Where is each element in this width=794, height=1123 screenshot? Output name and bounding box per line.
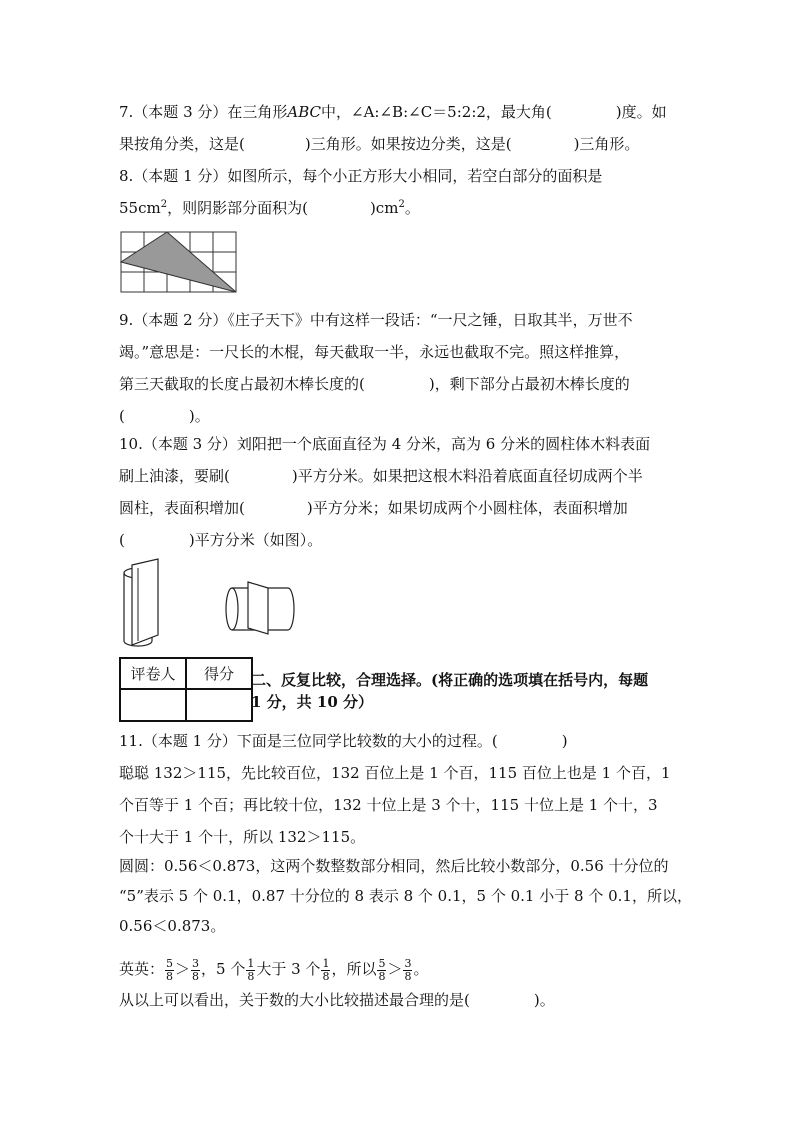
q9-line-1: 9.（本题 2 分）《庄子天下》中有这样一段话：“一尺之锤，日取其半，万世不 [119,311,633,329]
score-table [119,657,253,722]
reviewer-label: 评卷人 [120,658,186,689]
fraction: $\frac{1}{8}$ [247,956,255,983]
q11-line-1: 11.（本题 1 分）下面是三位同学比较数的大小的过程。( ) [119,732,568,750]
q11-yingying: 英英： $\frac{5}{8}$ ＞ $\frac{3}{8}$ ，5 个 $\frac{1}{8}$ 大于 3 个 $\frac{1}{8}$ ，所以 $\frac{5}{8}$ ＞ $\frac{3}{8}$ 。 [119,956,429,983]
fraction: $\frac{3}{8}$ [192,956,200,983]
fraction: $\frac{5}{8}$ [378,956,386,983]
score-cell[interactable] [186,689,252,721]
q11-yuanyuan-1: 圆圆：0.56＜0.873，这两个数整数部分相同，然后比较小数部分，0.56 十分位的 [119,857,669,875]
q9-line-2: 竭。”意思是：一尺长的木棍，每天截取一半，永远也截取不完。照这样推算， [119,343,630,361]
score-label: 得分 [186,658,252,689]
vertical-cut-cylinder-figure [118,557,170,653]
fraction: $\frac{3}{8}$ [404,956,412,983]
q11-yuanyuan-3: 0.56＜0.873。 [119,917,226,935]
reviewer-cell[interactable] [120,689,186,721]
grid-figure [120,231,238,294]
section-2-heading-line-2: 1 分，共 10 分） [251,693,373,711]
horizontal-cut-cylinder-figure [222,580,300,638]
q8-line-2: $55cm^2$，则阴影部分面积为( )$cm^2$。 [119,199,420,217]
q11-congcong-1: 聪聪 132＞115，先比较百位，132 百位上是 1 个百，115 百位上也是 1 个百，1 [119,764,671,782]
section-2-heading-line-1: 二、反复比较，合理选择。(将正确的选项填在括号内，每题 [251,671,649,689]
fraction: $\frac{5}{8}$ [166,956,174,983]
q10-line-4: ( )平方分米（如图）。 [119,531,323,549]
q11-congcong-2: 个百等于 1 个百；再比较十位，132 十位上是 3 个十，115 十位上是 1 个十，3 [119,796,658,814]
q9-line-4: ( )。 [119,407,210,425]
q10-line-3: 圆柱，表面积增加( )平方分米；如果切成两个小圆柱体，表面积增加 [119,499,628,517]
q11-congcong-3: 个十大于 1 个十，所以 132＞115。 [119,828,366,846]
q10-line-2: 刷上油漆，要刷( )平方分米。如果把这根木料沿着底面直径切成两个半 [119,467,643,485]
q11-last-line: 从以上可以看出，关于数的大小比较描述最合理的是( )。 [119,991,555,1009]
q11-yuanyuan-2: “5”表示 5 个 0.1，0.87 十分位的 8 表示 8 个 0.1，5 个 0.1 小于 8 个 0.1，所以， [119,887,692,905]
q7-line-2: 果按角分类，这是( )三角形。如果按边分类，这是( )三角形。 [119,135,640,153]
q8-line-1: 8.（本题 1 分）如图所示，每个小正方形大小相同，若空白部分的面积是 [119,167,603,185]
fraction: $\frac{1}{8}$ [322,956,330,983]
q10-line-1: 10.（本题 3 分）刘阳把一个底面直径为 4 分米，高为 6 分米的圆柱体木料表面 [119,435,651,453]
q7-line-1: 7.（本题 3 分）在三角形ABC中，∠A:∠B:∠C＝5:2:2，最大角( )度。如 [119,103,667,121]
q9-line-3: 第三天截取的长度占最初木棒长度的( )，剩下部分占最初木棒长度的 [119,375,630,393]
